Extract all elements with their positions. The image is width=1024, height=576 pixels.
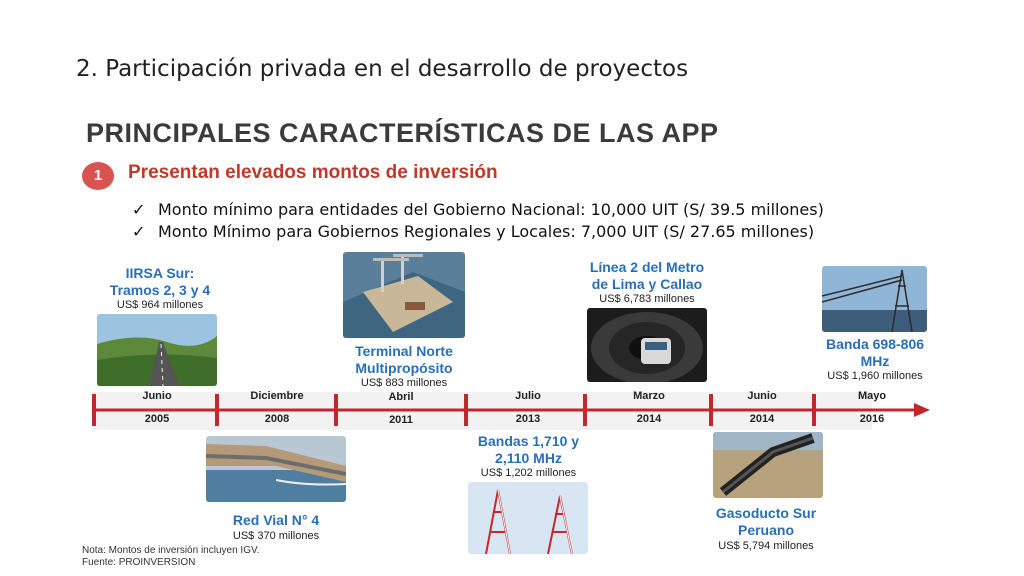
- timeline-tick: [215, 394, 219, 426]
- timeline-tick: [334, 394, 338, 426]
- timeline-tick: [709, 394, 713, 426]
- project-amount: US$ 6,783 millones: [599, 293, 695, 305]
- footnote: [82, 545, 260, 569]
- coastal-highway-photo-icon: [206, 436, 346, 502]
- footnote-note: Nota: Montos de inversión incluyen IGV.: [82, 545, 260, 556]
- timeline-month: Abril: [388, 391, 414, 403]
- timeline-year: 2016: [859, 413, 885, 425]
- project-name: Banda 698-806 MHz: [825, 336, 925, 369]
- checkmark-icon: ✓: [132, 222, 146, 241]
- project-name: IIRSA Sur: Tramos 2, 3 y 4: [109, 265, 211, 298]
- project-name: Bandas 1,710 y 2,110 MHz: [477, 433, 580, 466]
- metro-tunnel-photo-icon: [587, 308, 707, 382]
- project-name: Línea 2 del Metro de Lima y Callao: [589, 259, 705, 292]
- project-amount: US$ 883 millones: [360, 377, 448, 389]
- project-amount: US$ 964 millones: [116, 299, 204, 311]
- timeline-month: Julio: [515, 390, 541, 402]
- antenna-tower-photo-icon: [822, 266, 927, 332]
- timeline-month: Junio: [142, 390, 172, 402]
- project-name: Red Vial N° 4: [232, 512, 320, 528]
- timeline-month: Junio: [747, 390, 777, 402]
- timeline-tick: [464, 394, 468, 426]
- port-terminal-photo-icon: [343, 252, 465, 338]
- timeline-year: 2008: [264, 413, 290, 425]
- timeline-year: 2005: [144, 413, 170, 425]
- point-heading: Presentan elevados montos de inversión: [128, 162, 498, 183]
- footnote-source: Fuente: PROINVERSION: [82, 557, 196, 568]
- timeline-year: 2014: [636, 413, 662, 425]
- section-heading: PRINCIPALES CARACTERÍSTICAS DE LAS APP: [86, 118, 719, 148]
- bullet-text: Monto Mínimo para Gobiernos Regionales y Locales: 7,000 UIT (S/ 27.65 millones): [158, 222, 815, 241]
- checkmark-icon: ✓: [132, 200, 146, 219]
- timeline-month: Mayo: [857, 390, 887, 402]
- timeline-year: 2014: [749, 413, 775, 425]
- project-name: Gasoducto Sur Peruano: [715, 505, 817, 538]
- timeline-year: 2011: [389, 414, 413, 426]
- timeline-tick: [583, 394, 587, 426]
- project-amount: US$ 1,960 millones: [827, 370, 923, 382]
- timeline-tick: [812, 394, 816, 426]
- telecom-towers-photo-icon: [468, 482, 588, 554]
- project-name: Terminal Norte Multipropósito: [355, 343, 453, 376]
- project-amount: US$ 370 millones: [232, 530, 320, 542]
- timeline-tick: [92, 394, 96, 426]
- timeline-month: Marzo: [633, 390, 665, 402]
- timeline-year: 2013: [515, 413, 541, 425]
- road-photo-icon: [97, 314, 217, 386]
- project-amount: US$ 5,794 millones: [718, 540, 814, 552]
- timeline-arrowhead: [914, 403, 930, 417]
- project-amount: US$ 1,202 millones: [480, 467, 577, 479]
- gas-pipeline-photo-icon: [713, 432, 823, 498]
- slide-title: 2. Participación privada en el desarrollo de proyectos: [76, 56, 689, 82]
- timeline-month: Diciembre: [250, 390, 304, 402]
- point-number-badge: 1: [82, 162, 114, 190]
- bullet-text: Monto mínimo para entidades del Gobierno Nacional: 10,000 UIT (S/ 39.5 millones): [158, 200, 824, 219]
